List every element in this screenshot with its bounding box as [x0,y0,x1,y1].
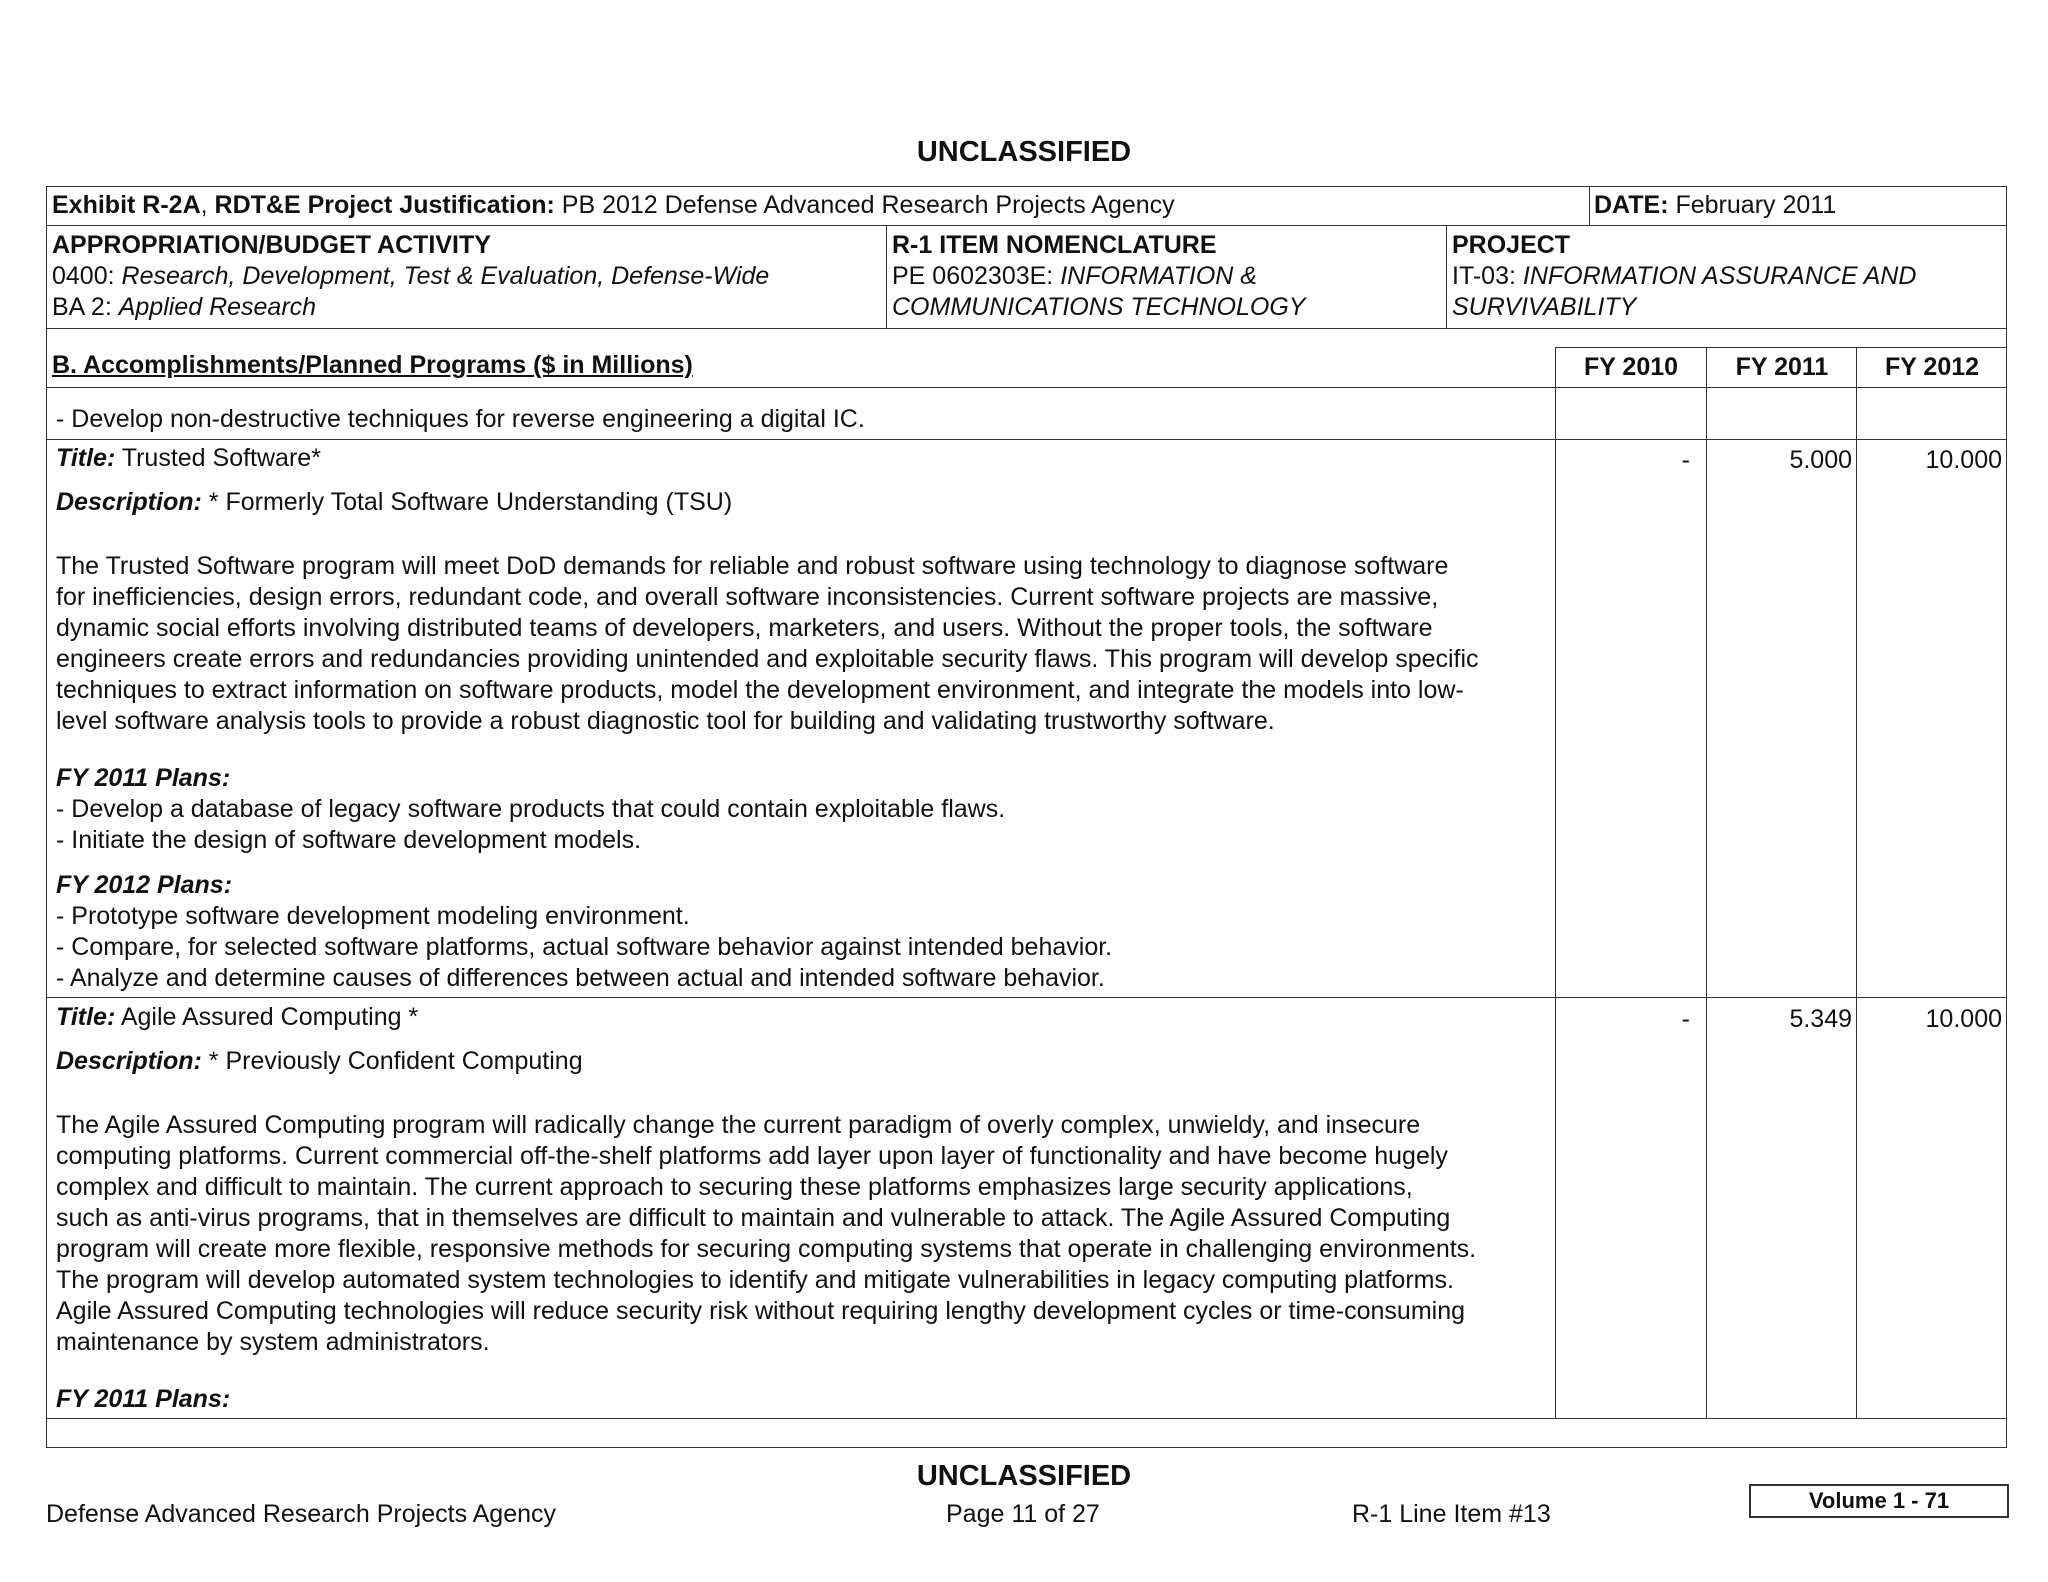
project-name-2: SURVIVABILITY [1452,293,1637,321]
rule-r1-divider [886,225,887,328]
fy-column-2011: FY 2011 [1735,353,1829,381]
appropriation-name: Research, Development, Test & Evaluation, Defense-Wide [121,262,770,290]
classification-bottom: UNCLASSIFIED [916,1460,1132,1492]
plan-item: - Initiate the design of software development models. [56,826,642,854]
r1-name-2: COMMUNICATIONS TECHNOLOGY [892,293,1306,321]
program-1-desc-label: Description: [56,488,202,516]
program-1-body-line: The Trusted Software program will meet DoD demands for reliable and robust software using technology to diagnose software [56,552,1449,580]
program-2-fy2011-plans [56,1384,1556,1415]
program-1-fy2012-plans [56,870,1556,994]
program-2-body-line: The program will develop automated system technologies to identify and mitigate vulnerabilities in legacy computing platforms. [56,1266,1454,1294]
program-1-body-line: dynamic social efforts involving distributed teams of developers, marketers, and users. Without the proper tools, the software [56,614,1433,642]
footer-line-item: R-1 Line Item #13 [1352,1500,1551,1528]
rule-fy2011-left [1706,347,1707,1418]
program-1-body [56,551,1556,737]
program-2-title-text: Agile Assured Computing * [115,1003,419,1031]
r1-name-1: INFORMATION & [1060,262,1257,290]
program-2-desc-text: * Previously Confident Computing [201,1047,583,1075]
project-label: PROJECT [1452,231,1571,259]
program-2-body-line: Agile Assured Computing technologies will reduce security risk without requiring lengthy development cycles or time-consuming [56,1297,1466,1325]
rule-appropriation [46,328,2007,329]
program-2-fy2010: - [1681,1005,1690,1033]
appropriation-code: 0400: [52,262,122,290]
program-1-body-line: techniques to extract information on software products, model the development environment, and integrate the models into low- [56,676,1464,704]
fy-column-2012: FY 2012 [1884,353,1980,381]
plan-item: - Develop a database of legacy software products that could contain exploitable flaws. [56,795,1006,823]
rule-program-1 [46,997,2007,998]
program-1-fy2010: - [1681,446,1690,474]
program-2-body-line: computing platforms. Current commercial off-the-shelf platforms add layer upon layer of functionality and have become hugely [56,1142,1448,1170]
program-1-title-text: Trusted Software* [115,444,321,472]
program-1-title [56,443,321,474]
program-1-desc-text: * Formerly Total Software Understanding (TSU) [201,488,733,516]
program-2-fy2012: 10.000 [1925,1005,2002,1033]
r1-block [892,230,1305,323]
exhibit-heading [52,190,1175,221]
program-2-body-line: program will create more flexible, responsive methods for securing computing systems that operate in challenging environments. [56,1235,1477,1263]
project-code: IT-03: [1452,262,1523,290]
program-2-fy2011: 5.349 [1789,1005,1852,1033]
rule-program-2 [46,1418,2007,1419]
program-2-body-line: maintenance by system administrators. [56,1328,490,1356]
program-1-fy2012: 10.000 [1925,446,2002,474]
rule-section [46,387,2007,388]
program-1-body-line: engineers create errors and redundancies providing unintended and exploitable security flaws. This program will develop specific [56,645,1479,673]
program-1-description [56,487,732,518]
footer-page-number: Page 11 of 27 [946,1500,1100,1528]
plan-item: - Analyze and determine causes of differences between actual and intended software behavior. [56,964,1105,992]
rule-header [46,225,2007,226]
program-1-body-line: level software analysis tools to provide a robust diagnostic tool for building and validating trustworthy software. [56,707,1275,735]
rule-project-divider [1446,225,1447,328]
classification-top: UNCLASSIFIED [916,136,1132,168]
project-name-1: INFORMATION ASSURANCE AND [1522,262,1917,290]
program-2-body-line: The Agile Assured Computing program will radically change the current paradigm of overly complex, unwieldy, and insecure [56,1111,1421,1139]
program-2-title [56,1002,418,1033]
program-2-body [56,1110,1556,1358]
justification-value: PB 2012 Defense Advanced Research Projects Agency [554,191,1175,219]
program-1-fy2011-plans [56,763,1556,856]
program-2-body-line: such as anti-virus programs, that in themselves are difficult to maintain and vulnerable to attack. The Agile Assured Computing [56,1204,1451,1232]
carryover-line: - Develop non-destructive techniques for reverse engineering a digital IC. [56,405,865,433]
program-2-desc-label: Description: [56,1047,202,1075]
program-2-body-line: complex and difficult to maintain. The current approach to securing these platforms emphasizes large security applications, [56,1173,1413,1201]
plans-label: FY 2011 Plans: [56,764,231,792]
appropriation-label: APPROPRIATION/BUDGET ACTIVITY [52,231,491,259]
exhibit-label: Exhibit R-2A [52,191,201,219]
project-block [1452,230,1916,323]
ba-name: Applied Research [118,293,317,321]
program-2-description [56,1046,583,1077]
plan-item: - Compare, for selected software platforms, actual software behavior against intended behavior. [56,933,1113,961]
plans-label: FY 2012 Plans: [56,871,233,899]
fy-column-2010: FY 2010 [1583,353,1679,381]
exhibit-sep: , [200,191,215,219]
program-1-title-label: Title: [56,444,116,472]
justification-label: RDT&E Project Justification: [214,191,555,219]
date-value: February 2011 [1668,191,1837,219]
rule-date-divider [1589,186,1590,225]
rule-carryover [46,439,2007,440]
program-1-fy2011: 5.000 [1789,446,1852,474]
program-1-body-line: for inefficiencies, design errors, redundant code, and overall software inconsistencies. Current software projects are massive, [56,583,1439,611]
footer-agency: Defense Advanced Research Projects Agency [46,1500,557,1528]
date-label: DATE: [1594,191,1669,219]
appropriation-block [52,230,769,323]
rule-fy2012-left [1856,347,1857,1418]
ba-code: BA 2: [52,293,119,321]
plan-item: - Prototype software development modeling environment. [56,902,690,930]
rule-fy-top [1555,347,2007,348]
section-title: B. Accomplishments/Planned Programs ($ in Millions) [52,351,693,379]
volume-box: Volume 1 - 71 [1749,1484,2009,1518]
r1-code: PE 0602303E: [892,262,1061,290]
date-field [1594,190,1836,221]
r1-label: R-1 ITEM NOMENCLATURE [892,231,1217,259]
program-2-title-label: Title: [56,1003,116,1031]
plans-label: FY 2011 Plans: [56,1385,231,1413]
